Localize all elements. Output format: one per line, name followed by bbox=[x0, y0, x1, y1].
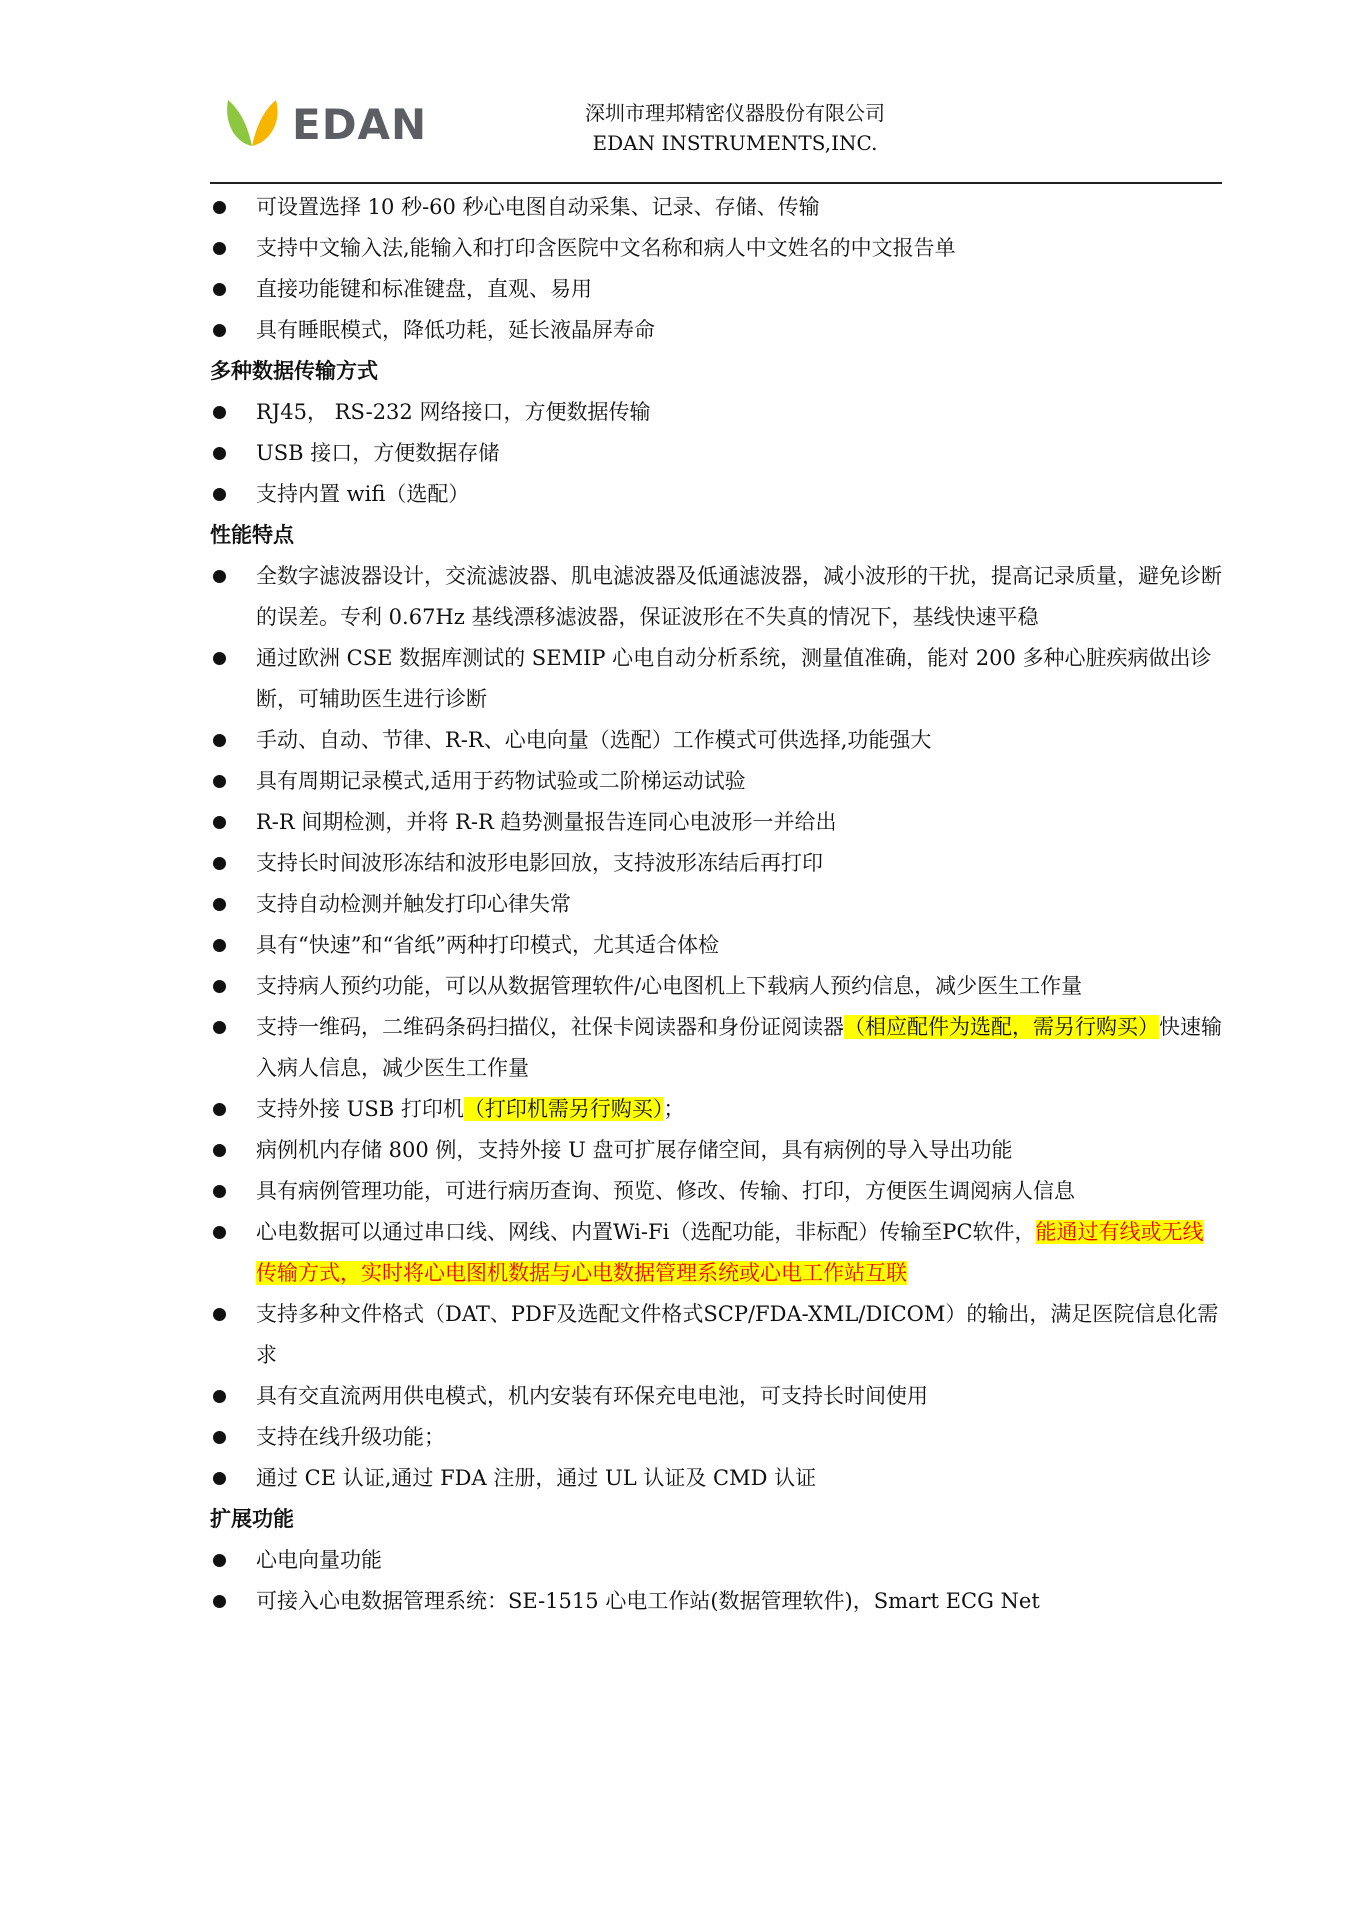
list-item-barcode: 支持一维码，二维码条码扫描仪，社保卡阅读器和身份证阅读器（相应配件为选配，需另行购买）快速输入病人信息，减少医生工作量 bbox=[210, 1007, 1222, 1089]
list-item: USB 接口，方便数据存储 bbox=[210, 433, 1222, 474]
list-item-ecg-transfer: 心电数据可以通过串口线、网线、内置Wi-Fi（选配功能，非标配）传输至PC软件，能通过有线或无线传输方式，实时将心电图机数据与心电数据管理系统或心电工作站互联 bbox=[210, 1212, 1222, 1294]
edan-logo bbox=[222, 94, 452, 154]
header-rule bbox=[210, 182, 1222, 184]
list-item: 病例机内存储 800 例，支持外接 U 盘可扩展存储空间，具有病例的导入导出功能 bbox=[210, 1130, 1222, 1171]
bullet-icon bbox=[213, 570, 226, 583]
logo-text: EDAN bbox=[292, 100, 428, 149]
bullet-icon bbox=[213, 201, 226, 214]
bullet-icon bbox=[213, 734, 226, 747]
bullet-icon bbox=[213, 1185, 226, 1198]
bullet-icon bbox=[213, 980, 226, 993]
list-item: 通过 CE 认证,通过 FDA 注册，通过 UL 认证及 CMD 认证 bbox=[210, 1458, 1222, 1499]
bullet-icon bbox=[213, 857, 226, 870]
section-title-transfer: 多种数据传输方式 bbox=[210, 359, 378, 383]
bullet-icon bbox=[213, 406, 226, 419]
leaf-logo-icon bbox=[222, 94, 284, 154]
bullet-icon bbox=[213, 283, 226, 296]
list-item: 可设置选择 10 秒-60 秒心电图自动采集、记录、存储、传输 bbox=[210, 187, 1222, 228]
bullet-icon bbox=[213, 1472, 226, 1485]
bullet-icon bbox=[213, 324, 226, 337]
bullet-icon bbox=[213, 1103, 226, 1116]
list-item: 支持长时间波形冻结和波形电影回放，支持波形冻结后再打印 bbox=[210, 843, 1222, 884]
list-item: R-R 间期检测，并将 R-R 趋势测量报告连同心电波形一并给出 bbox=[210, 802, 1222, 843]
bullet-icon bbox=[213, 242, 226, 255]
bullet-icon bbox=[213, 1390, 226, 1403]
bullet-icon bbox=[213, 1308, 226, 1321]
bullet-icon bbox=[213, 447, 226, 460]
list-item: 支持在线升级功能； bbox=[210, 1417, 1222, 1458]
bullet-icon bbox=[213, 939, 226, 952]
section-title-extension: 扩展功能 bbox=[210, 1507, 294, 1531]
list-item: 支持自动检测并触发打印心律失常 bbox=[210, 884, 1222, 925]
bullet-icon bbox=[213, 488, 226, 501]
bullet-icon bbox=[213, 898, 226, 911]
list-item: 具有病例管理功能，可进行病历查询、预览、修改、传输、打印，方便医生调阅病人信息 bbox=[210, 1171, 1222, 1212]
company-name-en: EDAN INSTRUMENTS,INC. bbox=[592, 131, 878, 155]
bullet-icon bbox=[213, 1226, 226, 1239]
highlighted-note-red: 能通过有线或无线传输方式，实时将心电图机数据与心电数据管理系统或心电工作站互联 bbox=[256, 1220, 1204, 1285]
document-body bbox=[210, 187, 1222, 1622]
list-item-usb-printer: 支持外接 USB 打印机（打印机需另行购买）； bbox=[210, 1089, 1222, 1130]
list-item: 具有周期记录模式,适用于药物试验或二阶梯运动试验 bbox=[210, 761, 1222, 802]
bullet-icon bbox=[213, 1554, 226, 1567]
list-item: 具有“快速”和“省纸”两种打印模式，尤其适合体检 bbox=[210, 925, 1222, 966]
list-item: 具有睡眠模式，降低功耗，延长液晶屏寿命 bbox=[210, 310, 1222, 351]
bullet-icon bbox=[213, 1595, 226, 1608]
page-header bbox=[210, 88, 1222, 184]
list-item: 支持内置 wifi（选配） bbox=[210, 474, 1222, 515]
highlighted-note: （打印机需另行购买） bbox=[463, 1097, 664, 1121]
list-item: 具有交直流两用供电模式，机内安装有环保充电电池，可支持长时间使用 bbox=[210, 1376, 1222, 1417]
highlighted-note: （相应配件为选配，需另行购买） bbox=[844, 1015, 1159, 1039]
bullet-icon bbox=[213, 775, 226, 788]
company-name bbox=[540, 98, 930, 158]
list-item: 手动、自动、节律、R-R、心电向量（选配）工作模式可供选择,功能强大 bbox=[210, 720, 1222, 761]
list-item: 心电向量功能 bbox=[210, 1540, 1222, 1581]
list-item: 直接功能键和标准键盘，直观、易用 bbox=[210, 269, 1222, 310]
bullet-icon bbox=[213, 1021, 226, 1034]
bullet-icon bbox=[213, 1431, 226, 1444]
bullet-icon bbox=[213, 1144, 226, 1157]
list-item: 支持多种文件格式（DAT、PDF及选配文件格式SCP/FDA-XML/DICOM）的输出，满足医院信息化需求 bbox=[210, 1294, 1222, 1376]
list-item: RJ45， RS-232 网络接口，方便数据传输 bbox=[210, 392, 1222, 433]
list-item: 支持病人预约功能，可以从数据管理软件/心电图机上下载病人预约信息，减少医生工作量 bbox=[210, 966, 1222, 1007]
list-item: 通过欧洲 CSE 数据库测试的 SEMIP 心电自动分析系统，测量值准确，能对 200 多种心脏疾病做出诊断，可辅助医生进行诊断 bbox=[210, 638, 1222, 720]
section-title-performance: 性能特点 bbox=[210, 523, 294, 547]
list-item: 可接入心电数据管理系统：SE-1515 心电工作站(数据管理软件)，Smart ECG Net bbox=[210, 1581, 1222, 1622]
bullet-icon bbox=[213, 816, 226, 829]
list-item: 支持中文输入法,能输入和打印含医院中文名称和病人中文姓名的中文报告单 bbox=[210, 228, 1222, 269]
bullet-icon bbox=[213, 652, 226, 665]
company-name-cn: 深圳市理邦精密仪器股份有限公司 bbox=[585, 101, 885, 125]
list-item: 全数字滤波器设计，交流滤波器、肌电滤波器及低通滤波器，减小波形的干扰，提高记录质量，避免诊断的误差。专利 0.67Hz 基线漂移滤波器，保证波形在不失真的情况下，基线快速平稳 bbox=[210, 556, 1222, 638]
